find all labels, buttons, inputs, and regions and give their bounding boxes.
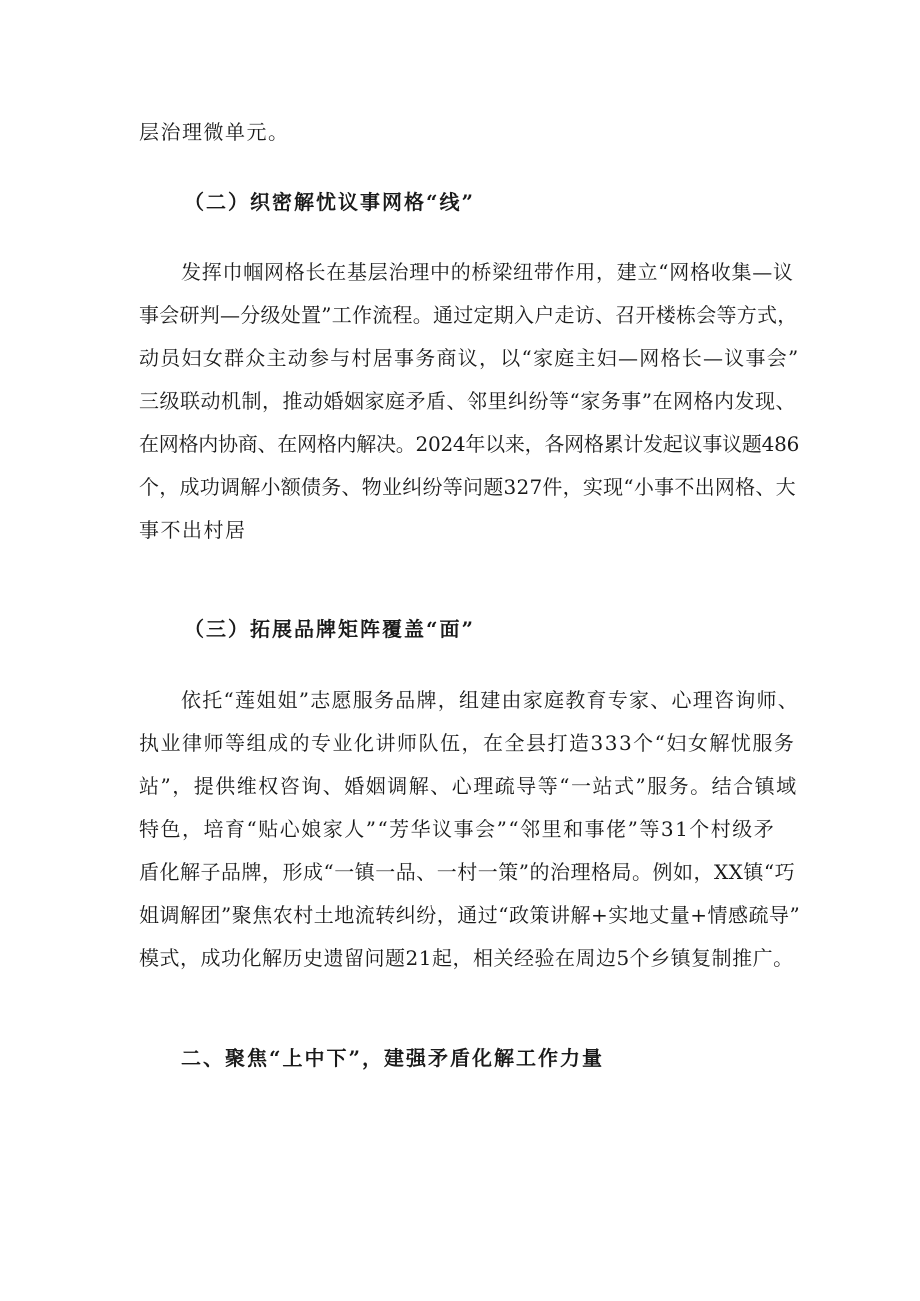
paragraph-line: 模式，成功化解历史遗留问题21起，相关经验在周边5个乡镇复制推广。	[139, 946, 794, 970]
paragraph-line: 盾化解子品牌，形成“一镇一品、一村一策”的治理格局。例如，XX镇“巧	[139, 860, 796, 884]
paragraph-line: 层治理微单元。	[139, 120, 290, 144]
paragraph-line: 个，成功调解小额债务、物业纠纷等问题327件，实现“小事不出网格、大	[139, 475, 796, 499]
paragraph-line: 发挥巾帼网格长在基层治理中的桥梁纽带作用，建立“网格收集—议	[181, 260, 794, 284]
paragraph-line: 姐调解团”聚焦农村土地流转纠纷，通过“政策讲解+实地丈量+情感疏导”	[139, 903, 801, 927]
paragraph-line: 事会研判—分级处置”工作流程。通过定期入户走访、召开楼栋会等方式，	[139, 303, 798, 327]
paragraph-line: 三级联动机制，推动婚姻家庭矛盾、邻里纠纷等“家务事”在网格内发现、	[139, 389, 796, 413]
paragraph-line: 执业律师等组成的专业化讲师队伍，在全县打造333个“妇女解忧服务	[139, 731, 796, 755]
paragraph-line: 站”，提供维权咨询、婚姻调解、心理疏导等“一站式”服务。结合镇域	[139, 774, 798, 798]
paragraph-line: 依托“莲姐姐”志愿服务品牌，组建由家庭教育专家、心理咨询师、	[181, 688, 799, 712]
section-heading-2: （二）织密解忧议事网格“线”	[184, 190, 476, 214]
paragraph-line: 动员妇女群众主动参与村居事务商议，以“家庭主妇—网格长—议事会”	[139, 346, 800, 370]
section-heading-3: （三）拓展品牌矩阵覆盖“面”	[184, 617, 476, 641]
paragraph-line: 在网格内协商、在网格内解决。2024年以来，各网格累计发起议事议题486	[139, 432, 800, 456]
paragraph-line: 特色，培育“贴心娘家人”“芳华议事会”“邻里和事佬”等31个村级矛	[139, 817, 776, 841]
paragraph-line: 事不出村居	[139, 518, 247, 542]
chapter-heading: 二、聚焦“上中下”，建强矛盾化解工作力量	[181, 1046, 605, 1070]
